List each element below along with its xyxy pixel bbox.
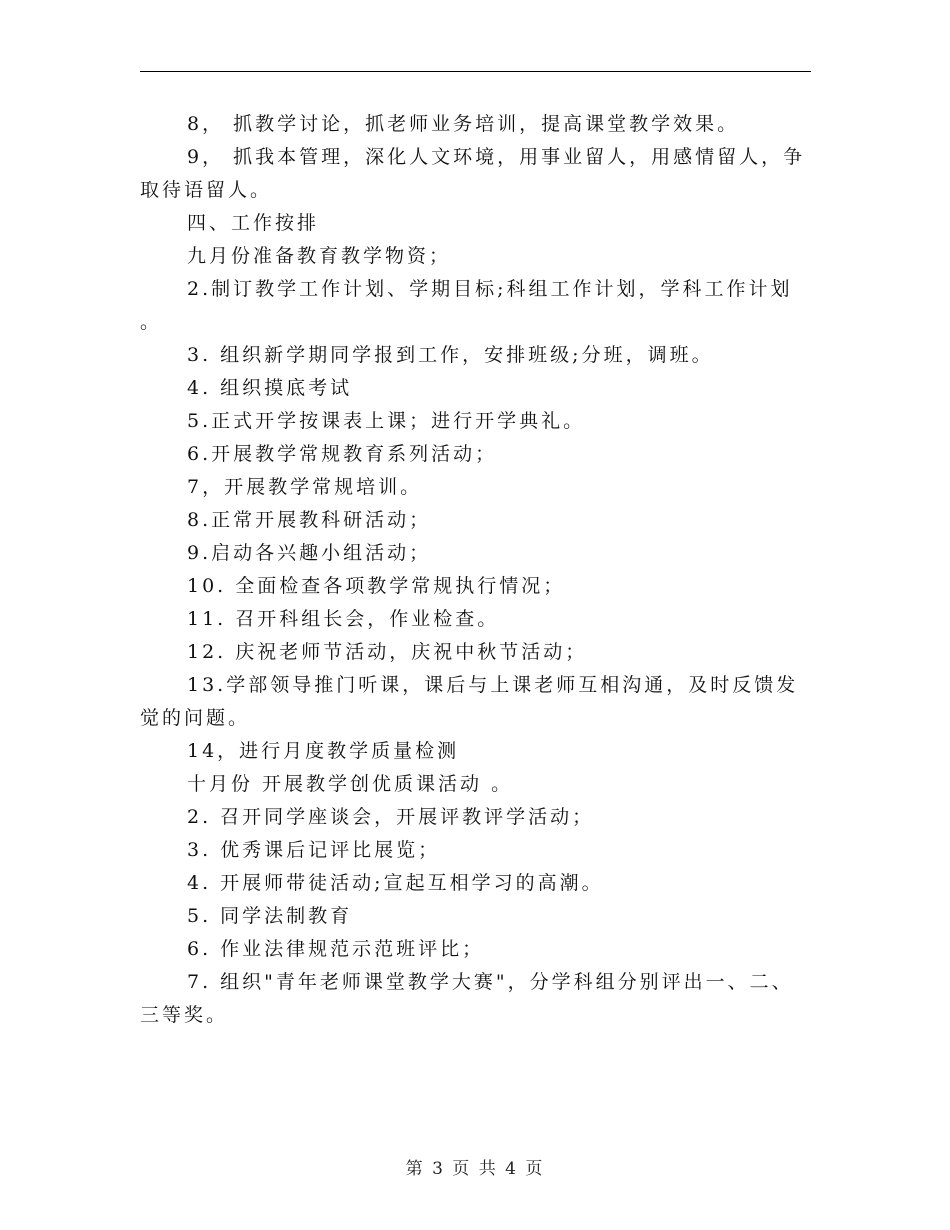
paragraph: 9， 抓我本管理，深化人文环境，用事业留人，用感情留人，争取待语留人。: [140, 146, 806, 201]
paragraph: 6. 作业法律规范示范班评比；: [187, 938, 485, 960]
document-body: [140, 108, 811, 1032]
paragraph: 6.开展教学常规教育系列活动；: [187, 443, 498, 465]
paragraph: 十月份 开展教学创优质课活动 。: [187, 773, 514, 795]
paragraph: 4. 开展师带徒活动;宣起互相学习的高潮。: [187, 872, 604, 894]
paragraph: 12. 庆祝老师节活动，庆祝中秋节活动；: [187, 641, 588, 663]
paragraph: 11. 召开科组长会，作业检查。: [187, 608, 500, 630]
page-number-footer: 第 3 页 共 4 页: [405, 1159, 545, 1179]
paragraph: 7. 组织"青年老师课堂教学大赛"，分学科组分别评出一、二、三等奖。: [140, 971, 794, 1026]
paragraph: 14，进行月度教学质量检测: [187, 740, 460, 762]
paragraph: 10. 全面检查各项教学常规执行情况；: [187, 575, 566, 597]
paragraph: 5.正式开学按课表上课；进行开学典礼。: [187, 410, 586, 432]
paragraph: 3. 组织新学期同学报到工作，安排班级;分班，调班。: [187, 344, 714, 366]
paragraph: 2.制订教学工作计划、学期目标;科组工作计划，学科工作计划 。: [140, 278, 793, 333]
section-heading: 四、工作按排: [187, 212, 320, 234]
paragraph: 5. 同学法制教育: [187, 905, 353, 927]
paragraph: 8.正常开展教科研活动；: [187, 509, 432, 531]
paragraph: 9.启动各兴趣小组活动；: [187, 542, 432, 564]
paragraph: 4. 组织摸底考试: [187, 377, 353, 399]
paragraph: 九月份准备教育教学物资；: [187, 245, 452, 267]
header-rule: [140, 71, 811, 72]
paragraph: 3. 优秀课后记评比展览；: [187, 839, 441, 861]
paragraph: 13.学部领导推门听课，课后与上课老师互相沟通，及时反馈发觉的问题。: [140, 674, 799, 729]
paragraph: 7，开展教学常规培训。: [187, 476, 423, 498]
paragraph: 2. 召开同学座谈会，开展评教评学活动；: [187, 806, 595, 828]
paragraph: 8， 抓教学讨论，抓老师业务培训，提高课堂教学效果。: [187, 113, 740, 135]
